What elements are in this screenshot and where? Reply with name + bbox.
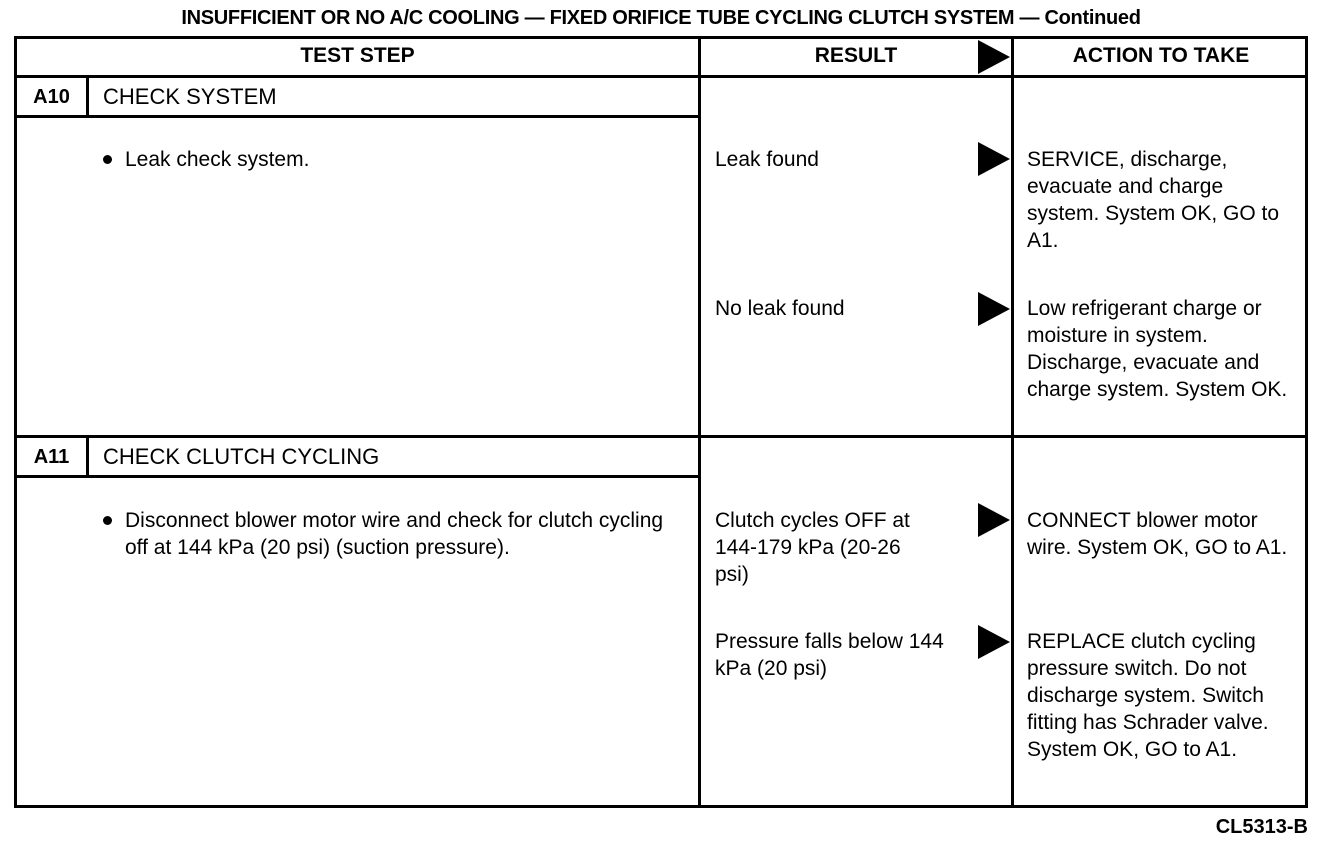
action-text: SERVICE, discharge, evacuate and charge system. System OK, GO to A1. [1027, 148, 1280, 252]
bullet-icon [103, 516, 112, 525]
right-triangle-arrow-icon [978, 40, 1010, 74]
right-triangle-arrow-icon [978, 625, 1010, 659]
page-title: INSUFFICIENT OR NO A/C COOLING — FIXED ORIFICE TUBE CYCLING CLUTCH SYSTEM — Continued [181, 7, 1141, 29]
instruction-text: Disconnect blower motor wire and check for clutch cycling off at 144 kPa (20 psi) (suction pressure). [125, 509, 664, 559]
step-id-divider [86, 78, 89, 115]
header-result: RESULT [814, 44, 898, 67]
header-action: ACTION TO TAKE [1072, 44, 1250, 67]
column-divider [698, 36, 701, 808]
column-divider [1011, 36, 1014, 808]
result-text: Pressure falls below 144 kPa (20 psi) [715, 630, 944, 680]
right-triangle-arrow-icon [978, 503, 1010, 537]
step-id-divider [86, 438, 89, 475]
right-triangle-arrow-icon [978, 142, 1010, 176]
action-text: REPLACE clutch cycling pressure switch. Do not discharge system. Switch fitting has Schrader valve. System OK, GO to A1. [1027, 630, 1269, 761]
step-title: CHECK CLUTCH CYCLING [103, 444, 380, 469]
bullet-icon [103, 155, 112, 164]
step-id: A10 [33, 86, 70, 108]
right-triangle-arrow-icon [978, 292, 1010, 326]
action-text: CONNECT blower motor wire. System OK, GO to A1. [1027, 509, 1288, 559]
step-id: A11 [33, 446, 70, 468]
result-text: Clutch cycles OFF at 144-179 kPa (20-26 psi) [715, 509, 910, 586]
figure-code: CL5313-B [1215, 816, 1308, 838]
action-text: Low refrigerant charge or moisture in system. Discharge, evacuate and charge system. System OK. [1027, 297, 1288, 401]
instruction-text: Leak check system. [125, 148, 310, 171]
header-test-step: TEST STEP [300, 44, 415, 67]
result-text: No leak found [715, 297, 845, 320]
step-instruction [103, 146, 683, 173]
step-instruction [103, 507, 683, 561]
result-text: Leak found [715, 148, 819, 171]
step-title: CHECK SYSTEM [103, 84, 277, 109]
